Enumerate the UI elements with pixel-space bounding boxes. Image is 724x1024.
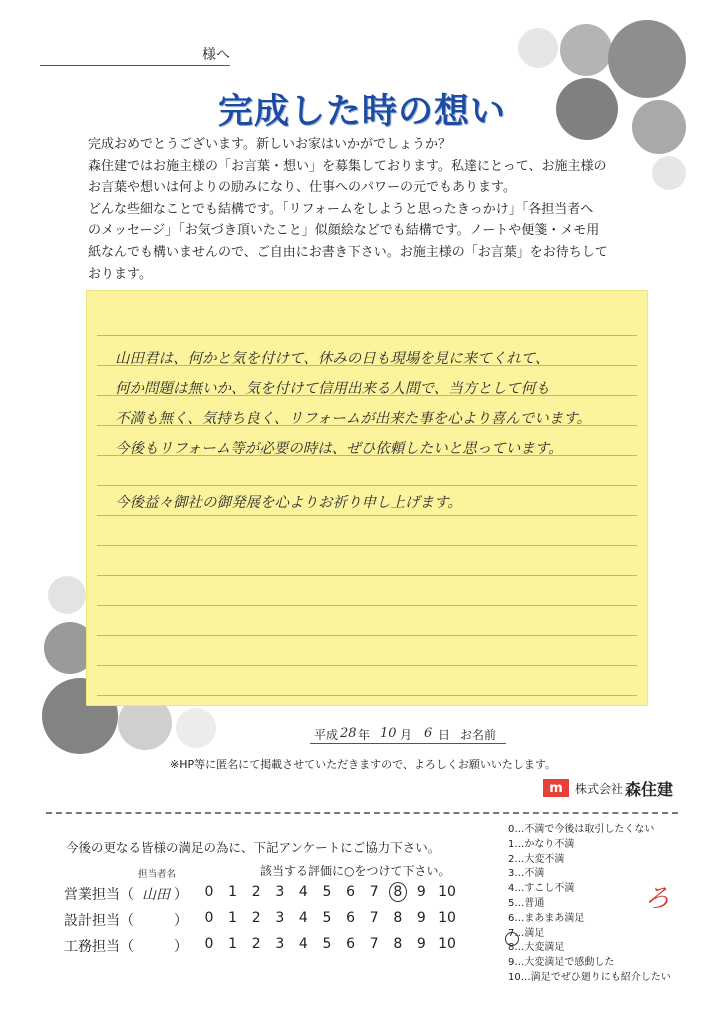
legend-item: 1…かなり不満 <box>508 838 575 850</box>
score-option[interactable]: 1 <box>228 936 238 952</box>
score-option[interactable]: 10 <box>438 936 456 952</box>
date-day: 6 <box>424 726 433 741</box>
handwritten-line: 山田君は、何かと気を付けて、休みの日も現場を見に来てくれて、 <box>115 351 550 367</box>
cut-line-divider <box>46 812 678 814</box>
ruled-line <box>97 485 637 486</box>
score-option[interactable]: 1 <box>228 884 238 900</box>
score-option[interactable]: 4 <box>298 884 308 900</box>
survey-row-label: 設計担当（ <box>64 913 134 929</box>
score-option[interactable]: 6 <box>346 936 356 952</box>
legend-item: 0…不満で今後は取引したくない <box>508 824 655 835</box>
survey-title: 今後の更なる皆様の満足の為に、下記アンケートにご協力下さい。 <box>66 840 441 855</box>
decor-circle <box>48 576 86 614</box>
ruled-line <box>97 695 637 696</box>
decor-circle <box>652 156 686 190</box>
handwritten-line: 今後益々御社の御発展を心よりお祈り申し上げます。 <box>115 495 462 511</box>
ruled-line <box>97 635 637 636</box>
score-option[interactable]: 5 <box>322 910 332 926</box>
score-option[interactable]: 0 <box>204 910 214 926</box>
date-month: 10 <box>380 726 397 741</box>
handwritten-line: 何か問題は無いか、気を付けて信用出来る人間で、当方として何も <box>115 381 550 397</box>
score-option[interactable]: 1 <box>228 910 238 926</box>
score-option[interactable]: 10 <box>438 910 456 926</box>
survey-row <box>64 884 464 908</box>
intro-line: のメッセージ」「お気づき頂いたこと」似顔絵などでも結構です。ノートや便箋・メモ用 <box>88 223 600 239</box>
rep-name-field[interactable]: 山田 <box>142 887 170 903</box>
survey-instruction: 該当する評価に○をつけて下さい。 <box>260 864 451 878</box>
survey-row-paren: ） <box>174 887 188 903</box>
date-era: 平成 <box>314 728 339 742</box>
legend-item: 7…満足 <box>508 927 545 939</box>
company-block <box>543 778 673 798</box>
score-option[interactable]: 3 <box>275 936 285 952</box>
score-option[interactable]: 10 <box>438 884 456 900</box>
survey-row-label: 営業担当（ <box>64 887 134 903</box>
ruled-line <box>97 605 637 606</box>
intro-line: おります。 <box>88 266 152 282</box>
survey-row-paren: ） <box>174 913 188 929</box>
ruled-line <box>97 575 637 576</box>
intro-line: 完成おめでとうございます。新しいお家はいかがでしょうか？ <box>88 137 451 152</box>
score-option[interactable]: 2 <box>251 884 261 900</box>
recipient-line <box>40 44 230 66</box>
date-year-label: 年 <box>358 728 371 742</box>
survey-row <box>64 910 464 934</box>
page-title: 完成した時の想い <box>217 92 506 132</box>
intro-line: お言葉や想いは何よりの励みになり、仕事へのパワーの元でもあります。 <box>88 180 516 196</box>
score-option[interactable]: 8 <box>389 882 407 902</box>
red-handwritten-mark: ろ <box>644 884 671 914</box>
date-year: 28 <box>340 726 357 741</box>
handwritten-line: 不満も無く、気持ち良く、リフォームが出来た事を心より喜んでいます。 <box>115 411 592 427</box>
handwritten-line: 今後もリフォーム等が必要の時は、ぜひ依頼したいと思っています。 <box>115 441 563 457</box>
ruled-line <box>97 545 637 546</box>
score-option[interactable]: 4 <box>298 936 308 952</box>
score-option[interactable]: 8 <box>393 910 403 926</box>
intro-line: 紙なんでも構いませんので、ご自由にお書き下さい。お施主様の「お言葉」をお待ちして <box>88 244 608 260</box>
recipient-suffix: 様へ <box>202 47 230 63</box>
score-option[interactable]: 0 <box>204 936 214 952</box>
score-option[interactable]: 7 <box>369 910 379 926</box>
legend-item: 3…不満 <box>508 868 545 880</box>
survey-row-label: 工務担当（ <box>64 939 134 955</box>
score-option[interactable]: 4 <box>298 910 308 926</box>
decor-circle <box>176 708 216 748</box>
legend-item: 9…大変満足で感動した <box>508 957 615 969</box>
score-option[interactable]: 8 <box>393 936 403 952</box>
intro-text <box>88 134 648 285</box>
survey-row <box>64 936 464 960</box>
rep-name-label: 担当者名 <box>138 869 177 880</box>
decor-circle <box>560 24 612 76</box>
score-option[interactable]: 3 <box>275 884 285 900</box>
score-option[interactable]: 6 <box>346 884 356 900</box>
score-option[interactable]: 7 <box>369 936 379 952</box>
company-type: 株式会社 <box>575 781 624 796</box>
score-option[interactable]: 5 <box>322 936 332 952</box>
ruled-line <box>97 335 637 336</box>
hp-notice: ※HP等に匿名にて掲載させていただきますので、よろしくお願いいたします。 <box>170 758 557 771</box>
score-option[interactable]: 5 <box>322 884 332 900</box>
legend-item: 5…普通 <box>508 897 545 909</box>
score-option[interactable]: 2 <box>251 936 261 952</box>
score-option[interactable]: 3 <box>275 910 285 926</box>
score-option[interactable]: 7 <box>369 884 379 900</box>
date-month-label: 月 <box>400 728 413 742</box>
company-name: 森住建 <box>625 779 674 799</box>
legend-item: 8…大変満足 <box>508 942 565 954</box>
ruled-line <box>97 665 637 666</box>
legend-item: 2…大変不満 <box>508 853 565 865</box>
intro-line: 森住建ではお施主様の「お言葉・想い」を募集しております。私達にとって、お施主様の <box>88 158 607 174</box>
ruled-line <box>97 515 637 516</box>
date-day-label: 日 <box>438 728 451 742</box>
score-option[interactable]: 9 <box>416 884 426 900</box>
company-logo-icon: m <box>543 779 569 797</box>
score-option[interactable]: 6 <box>346 910 356 926</box>
date-signature-line <box>310 724 506 744</box>
legend-item: 6…まあまあ満足 <box>508 912 585 924</box>
score-option[interactable]: 9 <box>416 910 426 926</box>
survey-row-paren: ） <box>174 939 188 955</box>
score-option[interactable]: 0 <box>204 884 214 900</box>
legend-selected-circle <box>505 932 519 946</box>
legend-item: 10…満足でぜひ廻りにも紹介したい <box>508 971 671 983</box>
decor-circle <box>518 28 558 68</box>
message-paper <box>86 290 648 706</box>
legend-item: 4…すこし不満 <box>508 883 575 895</box>
intro-line: どんな些細なことでも結構です。「リフォームをしようと思ったきっかけ」「各担当者へ <box>88 201 594 217</box>
name-label: お名前 <box>460 728 497 742</box>
score-option[interactable]: 9 <box>416 936 426 952</box>
score-option[interactable]: 2 <box>251 910 261 926</box>
